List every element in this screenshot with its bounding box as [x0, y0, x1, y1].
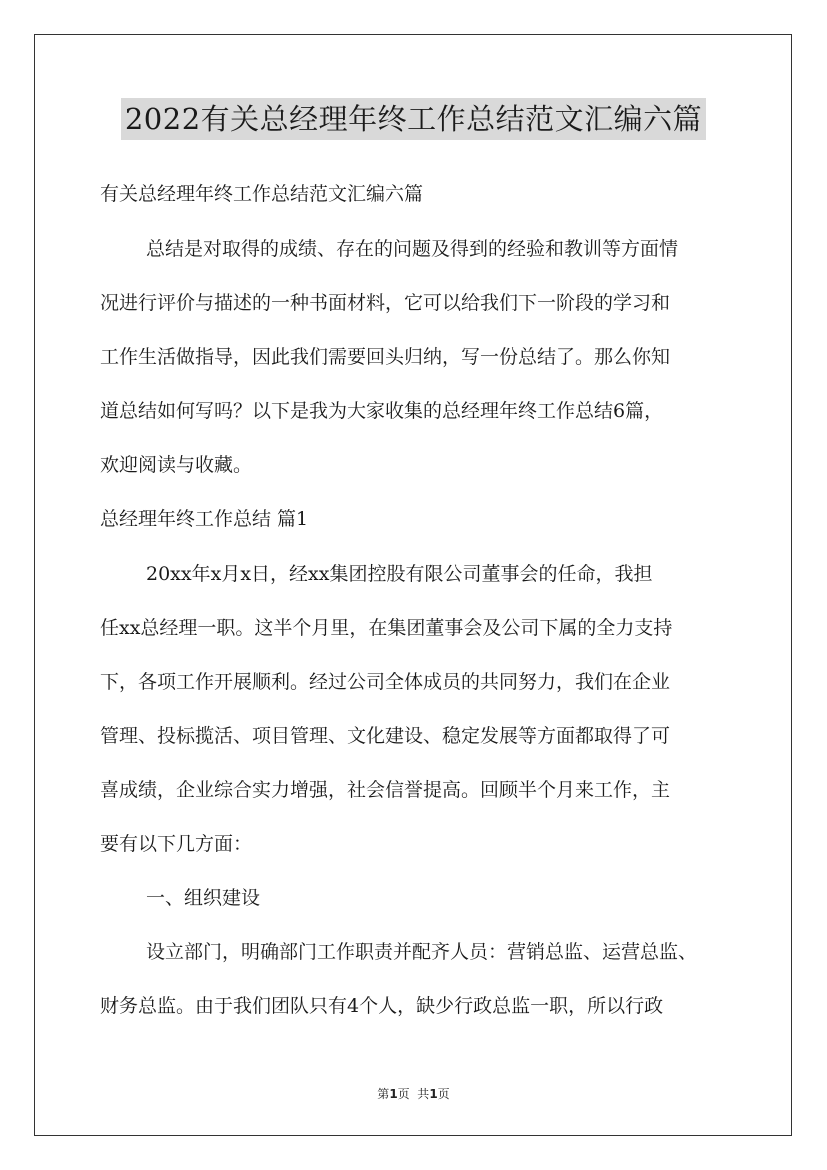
- footer-page-prefix: 第: [377, 1087, 390, 1101]
- body-line-4: 管理、投标揽活、项目管理、文化建设、稳定发展等方面都取得了可: [100, 725, 671, 747]
- body-line-2: 任xx总经理一职。这半个月里，在集团董事会及公司下属的全力支持: [100, 617, 673, 639]
- title-wrap: [0, 98, 827, 140]
- body-line-1: 20xx年x月x日，经xx集团控股有限公司董事会的任命，我担: [146, 563, 653, 585]
- intro-line-1: 总结是对取得的成绩、存在的问题及得到的经验和教训等方面情: [146, 238, 679, 260]
- intro-line-4: 道总结如何写吗？以下是我为大家收集的总经理年终工作总结6篇，: [100, 400, 664, 422]
- footer-page-mid: 页 共: [397, 1087, 430, 1101]
- subheading: 一、组织建设: [146, 887, 261, 909]
- intro-line-2: 况进行评价与描述的一种书面材料，它可以给我们下一阶段的学习和: [100, 292, 671, 314]
- intro-line-5: 欢迎阅读与收藏。: [100, 454, 253, 476]
- body-line-3: 下，各项工作开展顺利。经过公司全体成员的共同努力，我们在企业: [100, 671, 671, 693]
- footer-page-total: 1: [429, 1087, 438, 1101]
- page-footer: [0, 1085, 827, 1102]
- footer-page-suffix: 页: [437, 1087, 450, 1101]
- body2-line-1: 设立部门，明确部门工作职责并配齐人员：营销总监、运营总监、: [146, 941, 698, 963]
- body-line-5: 喜成绩，企业综合实力增强，社会信誉提高。回顾半个月来工作，主: [100, 779, 671, 801]
- document-title: 2022有关总经理年终工作总结范文汇编六篇: [121, 98, 706, 140]
- body2-line-2: 财务总监。由于我们团队只有4个人，缺少行政总监一职，所以行政: [100, 995, 664, 1017]
- intro-line-3: 工作生活做指导，因此我们需要回头归纳，写一份总结了。那么你知: [100, 346, 671, 368]
- body-line-6: 要有以下几方面：: [100, 833, 253, 855]
- footer-page-number: 1: [389, 1087, 398, 1101]
- section-heading: 总经理年终工作总结 篇1: [100, 508, 309, 530]
- document-subtitle: 有关总经理年终工作总结范文汇编六篇: [100, 183, 424, 205]
